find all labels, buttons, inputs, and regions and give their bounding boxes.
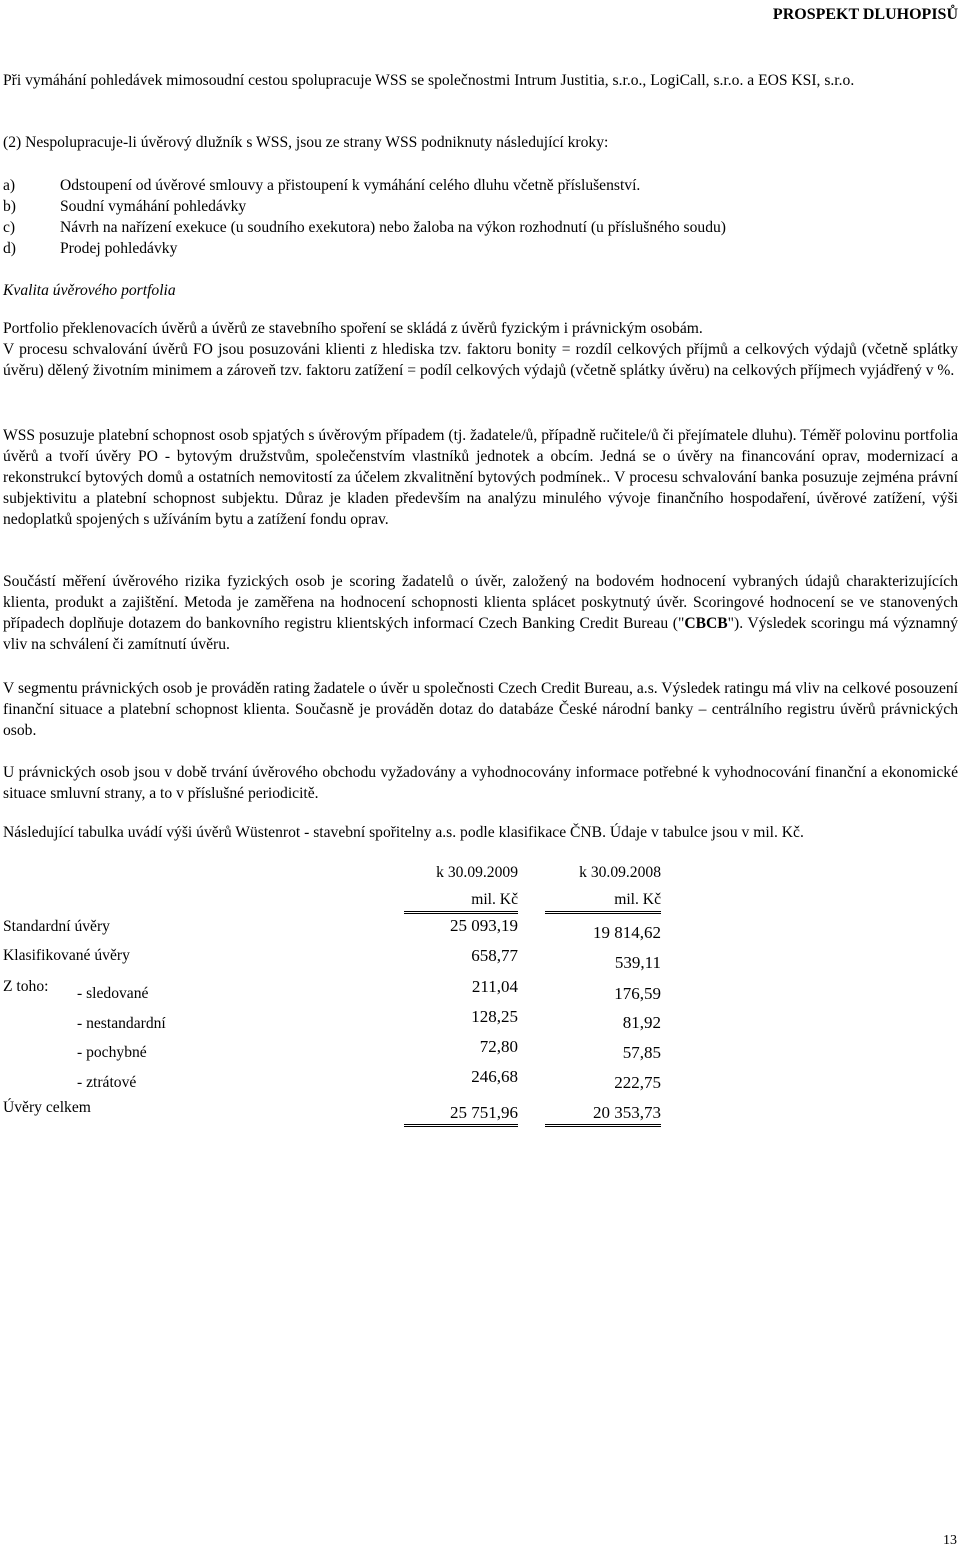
value-2008-classified: 539,11 [614, 953, 661, 972]
list-text: Soudní vymáhání pohledávky [60, 198, 247, 215]
value-2008-standard: 19 814,62 [593, 923, 661, 942]
value-2008-watch: 176,59 [614, 984, 661, 1003]
row-label-standard: Standardní úvěry [3, 918, 110, 935]
list-marker: d) [3, 240, 16, 257]
row-label-classified: Klasifikované úvěry [3, 947, 130, 964]
scoring-text-before: Součástí měření úvěrového rizika fyzických osob je scoring žadatelů o úvěr, založený na bodovém hodnocení vybraných údajů charakterizujících klienta, produkt a zajištění. Metoda je zaměřena na hodnocení schopnosti klienta splácet poskytnutý úvěr. Scoringové hodnocení se ve stanovených případech doplňuje dotazem do bankovního registru klientských informací Czech Banking Credit Bureau (" [3, 573, 958, 632]
value-2008-total: 20 353,73 [545, 1102, 661, 1127]
list-text: Prodej pohledávky [60, 240, 178, 257]
row-prefix-of-which: Z toho: [3, 978, 49, 995]
paragraph-payment-ability: WSS posuzuje platební schopnost osob spjatých s úvěrovým případem (tj. žadatele/ů, případně ručitele/ů či přejímatele dluhu). Téměř polovinu portfolia úvěrů a tvoří úvěry PO - bytovým družstvům, společenstvím vlastníků jednotek a obcím. Jedná se o úvěry na financování oprav, modernizací a rekonstrukcí bytových domů a ostatních nemovitostí za účelem zkvalitnění bytových podmínek.. V procesu schvalování banka posuzuje zejména právní subjektivitu a platební schopnost subjektu. Důraz je kladen především na analýzu minulého vývoje finančního hospodaření, úvěrové zatížení, výši nedoplatků spojených s užíváním bytu a zatížení fondu oprav. [3, 427, 958, 528]
paragraph-table-intro: Následující tabulka uvádí výši úvěrů Wüstenrot - stavební spořitelny a.s. podle klasifikace ČNB. Údaje v tabulce jsou v mil. Kč. [3, 824, 804, 841]
cbcb-abbreviation: CBCB [684, 615, 728, 632]
page-number: 13 [943, 1533, 957, 1548]
value-2009-total: 25 751,96 [404, 1102, 518, 1127]
value-2008-doubtful: 57,85 [622, 1043, 661, 1062]
list-marker: c) [3, 219, 16, 236]
value-2009-classified: 658,77 [471, 946, 518, 965]
row-label-loss: - ztrátové [77, 1074, 137, 1091]
scoring-text-after: "). Výsledek scoringu má významný vliv na schválení či zamítnutí úvěru. [3, 615, 958, 653]
value-2009-standard: 25 093,19 [450, 916, 518, 935]
value-2009-substandard: 128,25 [471, 1007, 518, 1026]
row-label-total: Úvěry celkem [3, 1099, 91, 1116]
value-2008-loss: 222,75 [614, 1073, 661, 1092]
paragraph-collection-partners: Při vymáhání pohledávek mimosoudní cestou spolupracuje WSS se společnostmi Intrum Justitia, s.r.o., LogiCall, s.r.o. a EOS KSI, s.r.o. [3, 72, 855, 89]
list-text: Odstoupení od úvěrové smlouvy a přistoupení k vymáhání celého dluhu včetně příslušenství. [60, 177, 641, 194]
paragraph-non-cooperation: (2) Nespolupracuje-li úvěrový dlužník s WSS, jsou ze strany WSS podniknuty následující kroky: [3, 134, 609, 151]
value-2008-substandard: 81,92 [622, 1013, 661, 1032]
paragraph-legal-entity-monitoring: U právnických osob jsou v době trvání úvěrového obchodu vyžadovány a vyhodnocovány informace potřebné k vyhodnocování finanční a ekonomické situace smluvní strany, a to v příslušné periodicitě. [3, 764, 958, 802]
row-label-watch: - sledované [77, 985, 149, 1002]
value-2009-doubtful: 72,80 [479, 1037, 518, 1056]
unit-2009: mil. Kč [404, 889, 518, 914]
value-2009-loss: 246,68 [471, 1067, 518, 1086]
row-label-doubtful: - pochybné [77, 1044, 147, 1061]
document-header: PROSPEKT DLUHOPISŮ [772, 6, 958, 23]
paragraph-portfolio-assessment: V procesu schvalování úvěrů FO jsou posuzováni klienti z hlediska tzv. faktoru bonity = rozdíl celkových příjmů a celkových výdajů (včetně splátky úvěru) dělený životním minimem a zároveň tzv. faktoru zatížení = podíl celkových výdajů (včetně splátky úvěru) na celkových příjmech vyjádřený v %. [3, 341, 958, 379]
section-title: Kvalita úvěrového portfolia [3, 282, 176, 299]
value-2009-watch: 211,04 [471, 977, 518, 996]
column-header-2008: k 30.09.2008 [579, 864, 661, 881]
list-marker: b) [3, 198, 16, 215]
list-marker: a) [3, 177, 16, 194]
unit-2008: mil. Kč [545, 889, 661, 914]
column-header-2009: k 30.09.2009 [436, 864, 518, 881]
row-label-substandard: - nestandardní [77, 1015, 166, 1032]
paragraph-legal-entity-rating: V segmentu právnických osob je prováděn rating žadatele o úvěr u společnosti Czech Credit Bureau, a.s. Výsledek ratingu má vliv na celkové posouzení finanční situace a platební schopnost klienta. Současně je prováděn dotaz do databáze České národní banky – centrálního registru úvěrů právnických osob. [3, 680, 958, 739]
paragraph-scoring [3, 571, 958, 655]
paragraph-portfolio-line1: Portfolio překlenovacích úvěrů a úvěrů ze stavebního spoření se skládá z úvěrů fyzickým i právnickým osobám. [3, 320, 703, 337]
list-text: Návrh na nařízení exekuce (u soudního exekutora) nebo žaloba na výkon rozhodnutí (u příslušného soudu) [60, 219, 727, 236]
